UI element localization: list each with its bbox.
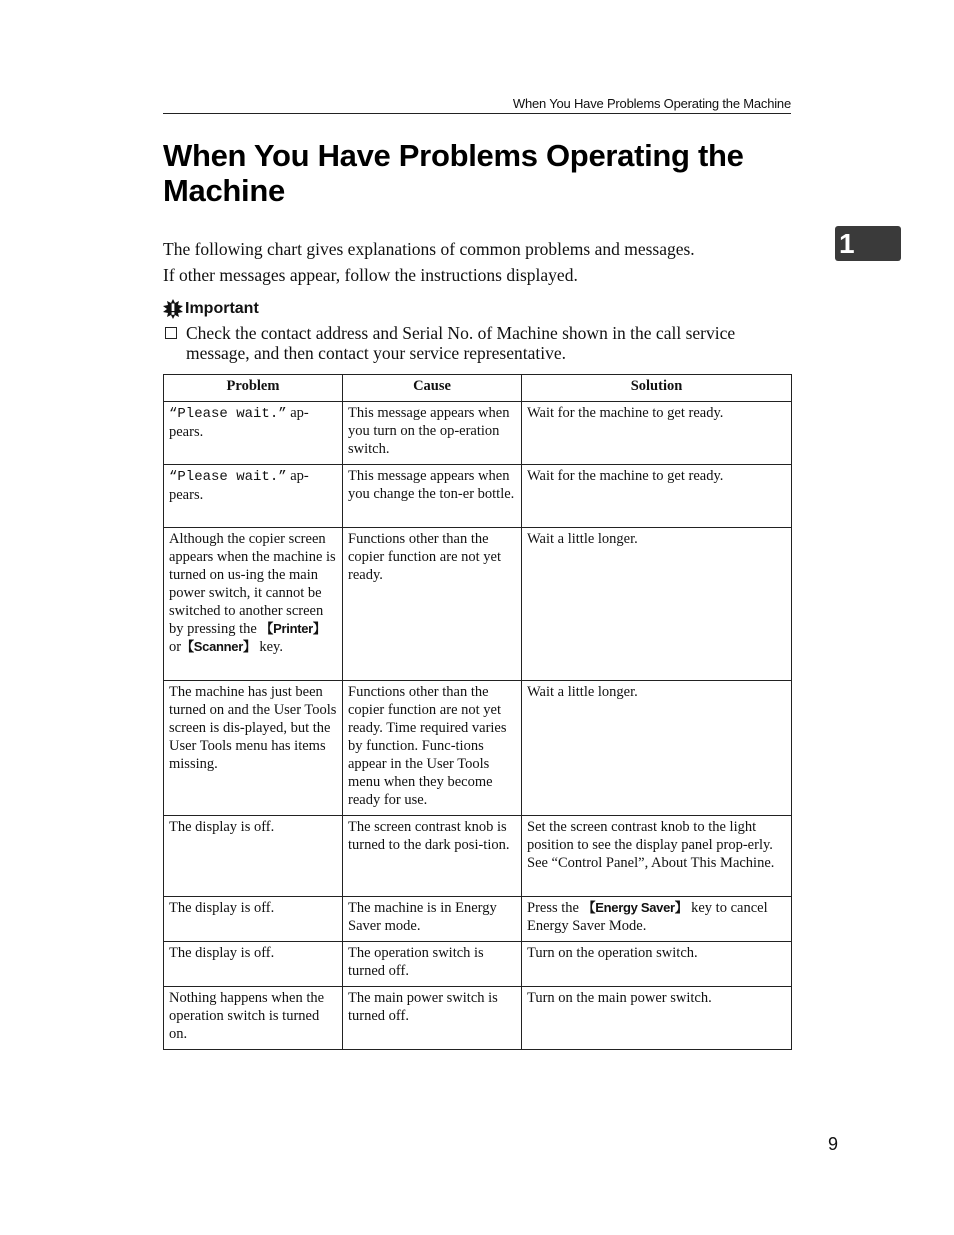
- message-text: “Please wait.”: [169, 469, 287, 485]
- problem-cell: [164, 465, 343, 528]
- problem-text: ap-pears.: [169, 468, 309, 503]
- message-text: “Please wait.”: [169, 406, 287, 422]
- cause-cell: The machine is in Energy Saver mode.: [343, 897, 522, 942]
- cause-cell: Functions other than the copier function are not yet ready.: [343, 528, 522, 681]
- solution-text: Press the: [527, 900, 583, 916]
- table-row: [164, 987, 792, 1050]
- problem-cell: The display is off.: [164, 942, 343, 987]
- cause-cell: Functions other than the copier function are not yet ready. Time required varies by function. Func-tions appear in the User Tools menu when they become ready for use.: [343, 681, 522, 816]
- table-row: [164, 528, 792, 681]
- solution-cell: Wait a little longer.: [522, 528, 792, 681]
- cause-cell: The screen contrast knob is turned to the dark posi-tion.: [343, 816, 522, 897]
- important-label: Important: [185, 300, 259, 317]
- cause-cell: This message appears when you turn on the op-eration switch.: [343, 402, 522, 465]
- intro-text: [163, 236, 803, 288]
- intro-line-2: If other messages appear, follow the instructions displayed.: [163, 265, 578, 285]
- solution-cell: Wait for the machine to get ready.: [522, 402, 792, 465]
- problem-cell: The display is off.: [164, 897, 343, 942]
- cause-cell: The main power switch is turned off.: [343, 987, 522, 1050]
- solution-text-end: key to cancel Energy Saver Mode.: [527, 900, 768, 934]
- problem-cell: The display is off.: [164, 816, 343, 897]
- page-title: When You Have Problems Operating the Machine: [163, 138, 744, 208]
- problem-cell: [164, 402, 343, 465]
- important-item: [163, 323, 798, 363]
- header-problem: Problem: [164, 375, 343, 402]
- important-item-text: Check the contact address and Serial No. of Machine shown in the call service message, and then contact your service representative.: [186, 323, 736, 363]
- energy-saver-key-label: 【Energy Saver】: [582, 900, 688, 915]
- table-header-row: [164, 375, 792, 402]
- checkbox-icon: [165, 327, 177, 339]
- solution-cell: Wait for the machine to get ready.: [522, 465, 792, 528]
- problem-text: Although the copier screen appears when the machine is turned on us-ing the main power switch, it cannot be switched to another screen by pressing the: [169, 531, 336, 637]
- scanner-key-label: 【Scanner】: [181, 639, 256, 654]
- table-row: [164, 897, 792, 942]
- table-row: [164, 681, 792, 816]
- solution-cell: Turn on the operation switch.: [522, 942, 792, 987]
- important-heading: [163, 299, 259, 319]
- header-solution: Solution: [522, 375, 792, 402]
- troubleshooting-table: [163, 374, 792, 1050]
- page-number: 9: [827, 1134, 838, 1154]
- intro-line-1: The following chart gives explanations of common problems and messages.: [163, 239, 695, 259]
- chapter-tab: 1: [835, 226, 901, 261]
- problem-cell: The machine has just been turned on and the User Tools screen is dis-played, but the User Tools menu has items missing.: [164, 681, 343, 816]
- solution-cell: [522, 897, 792, 942]
- or-text: or: [169, 639, 182, 655]
- cause-cell: The operation switch is turned off.: [343, 942, 522, 987]
- solution-cell: Wait a little longer.: [522, 681, 792, 816]
- printer-key-label: 【Printer】: [260, 621, 326, 636]
- solution-cell: Set the screen contrast knob to the light position to see the display panel prop-erly. See “Control Panel”, About This Machine.: [522, 816, 792, 897]
- important-icon: [163, 299, 183, 319]
- header-cause: Cause: [343, 375, 522, 402]
- running-header: When You Have Problems Operating the Machine: [163, 96, 791, 114]
- table-row: [164, 402, 792, 465]
- cause-cell: This message appears when you change the ton-er bottle.: [343, 465, 522, 528]
- problem-cell: Nothing happens when the operation switch is turned on.: [164, 987, 343, 1050]
- solution-cell: Turn on the main power switch.: [522, 987, 792, 1050]
- table-row: [164, 465, 792, 528]
- table-row: [164, 942, 792, 987]
- table-row: [164, 816, 792, 897]
- problem-text-end: key.: [255, 639, 283, 655]
- problem-text: ap-pears.: [169, 405, 309, 440]
- problem-cell: [164, 528, 343, 681]
